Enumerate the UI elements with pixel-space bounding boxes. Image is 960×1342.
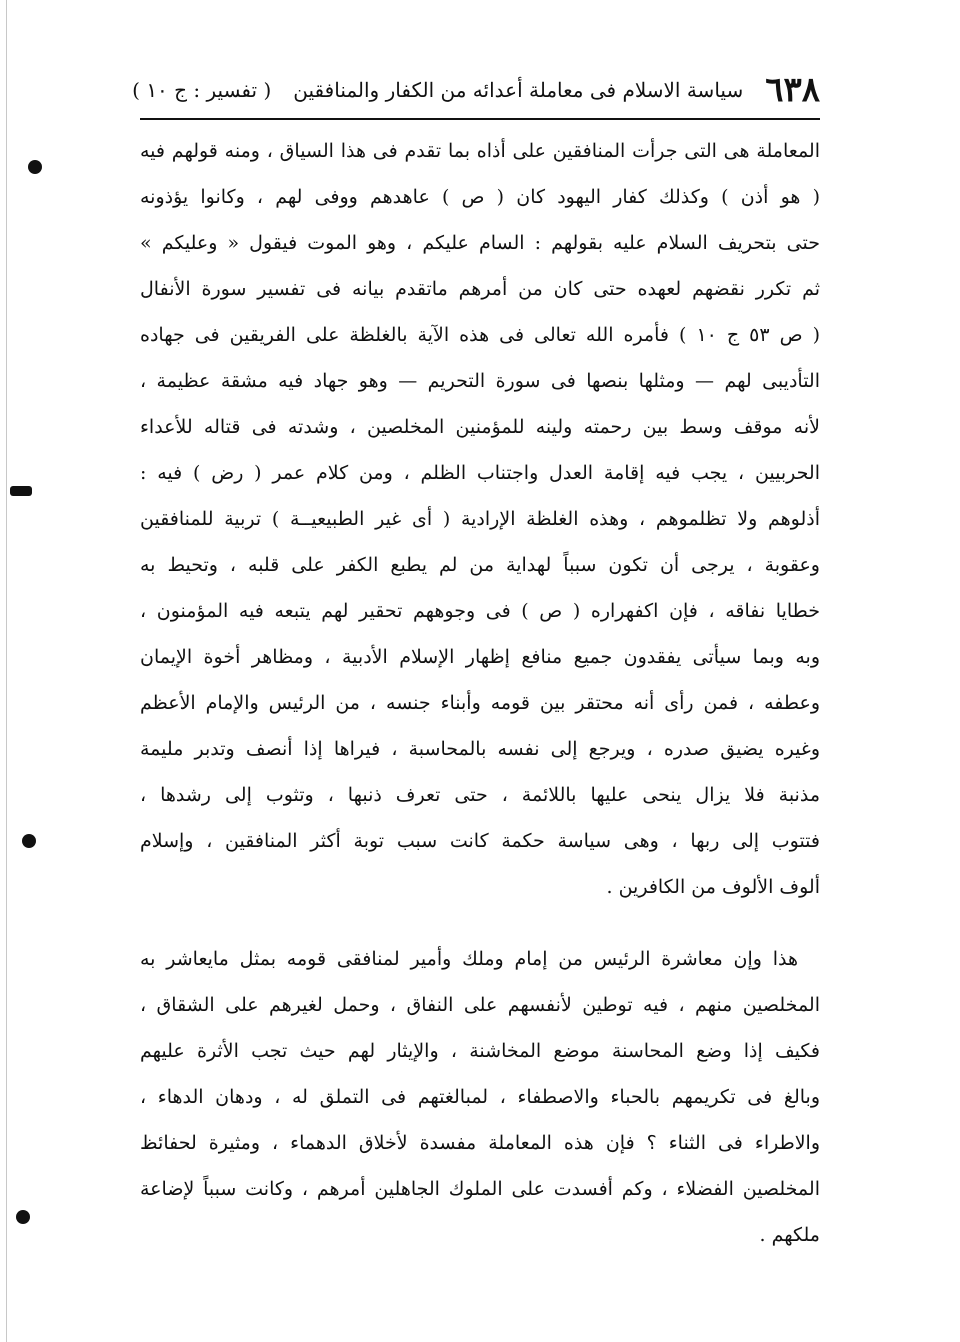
paragraph-2 [140, 936, 820, 1258]
text-line: وعقوبة ، يرجى أن تكون سبباً لهداية من لم يطبع الكفر على قلبه ، وتحيط به [140, 554, 820, 576]
text-line: فكيف إذا وضع المحاسنة موضع المخاشنة ، والإيثار لهم حيث تجب الأثرة عليهم [140, 1040, 820, 1062]
page-header [132, 66, 820, 114]
text-line: هذا وإن معاشرة الرئيس من إمام وملك وأمير لمنافقى قومه بمثل مايعاشر به [140, 948, 798, 970]
text-line: ( هو أذن ) وكذلك كفار اليهود كان ( ص ) عاهدهم ووفى لهم ، وكانوا يؤذونه [140, 186, 820, 208]
running-title: سياسة الاسلام فى معاملة أعدائه من الكفار والمنافقين [293, 78, 744, 102]
text-line: أذلوهم ولا تظلموهم ، وهذه الغلظة الإرادية ( أى غير الطبيعيــة ) تربية للمنافقين [140, 508, 820, 530]
header-rule [140, 118, 820, 120]
text-line: مذنبة فلا يزال ينحى عليها باللائمة ، حتى تعرف ذنبها ، وتثوب إلى رشدها ، [140, 784, 820, 806]
binder-hole-icon [16, 1210, 30, 1224]
body-text [140, 128, 820, 1258]
page-number: ٦٣٨ [765, 70, 820, 110]
scan-edge-line [6, 0, 7, 1342]
text-line: خطايا نفاقه ، فإن اكفهراره ( ص ) فى وجوههم تحقير لهم يتبعه فيه المؤمنون ، [140, 600, 820, 622]
volume-reference: ( تفسير : ج ١٠ ) [132, 78, 272, 102]
text-line: ( ص ٥٣ ج ١٠ ) فأمره الله تعالى فى هذه الآية بالغلظة على الفريقين فى جهاده [140, 324, 820, 346]
text-line: المعاملة هى التى جرأت المنافقين على أذاه بما تقدم فى هذا السياق ، ومنه قولهم فيه [140, 140, 820, 162]
text-line: وبالغ فى تكريمهم بالحباء والاصطفاء ، لمبالغتهم فى التملق له ، ودهان الدهاء ، [140, 1086, 820, 1108]
text-line: المخلصين الفضلاء ، وكم أفسدت على الملوك الجاهلين أمرهم ، وكانت سبباً لإضاعة [140, 1178, 820, 1200]
text-line: التأديبى لهم — ومثلها بنصها فى سورة التحريم — وهو جهاد فيه مشقة عظيمة ، [140, 370, 820, 392]
text-line: الحربيين ، يجب فيه إقامة العدل واجتناب الظلم ، ومن كلام عمر ( رض ) فيه : [140, 462, 820, 484]
text-line: المخلصين منهم ، فيه توطين لأنفسهم على النفاق ، وحمل لغيرهم على الشقاق ، [140, 994, 820, 1016]
text-line: لأنه موقف وسط بين رحمته ولينه للمؤمنين المخلصين ، وشدته فى قتاله للأعداء [140, 416, 820, 438]
text-line: فتتوب إلى ربها ، وهى سياسة حكمة كانت سبب توبة أكثر المنافقين ، وإسلام [140, 830, 820, 852]
text-line: وغيره يضيق صدره ، ويرجع إلى نفسه بالمحاسبة ، فيراها إذا أنصف وتدبر مليمة [140, 738, 820, 760]
text-line: وعطفه ، فمن رأى أنه محتقر بين قومه وأبناء جنسه ، من الرئيس والإمام الأعظم [140, 692, 820, 714]
text-line: والاطراء فى الثناء ؟ فإن هذه المعاملة مفسدة لأخلاق الدهماء ، ومثيرة لحفائظ [140, 1132, 820, 1154]
binder-tab-icon [10, 486, 32, 496]
text-line: حتى بتحريف السلام عليه بقولهم : السام عليكم ، وهو الموت فيقول « وعليكم » [140, 232, 820, 254]
text-line: وبه وبما سيأتى يفقدون جميع منافع إظهار الإسلام الأدبية ، ومظاهر أخوة الإيمان [140, 646, 820, 668]
binder-hole-icon [28, 160, 42, 174]
paragraph-1 [140, 128, 820, 910]
text-line: ألوف الألوف من الكافرين . [606, 876, 820, 898]
text-line: ملكهم . [759, 1224, 820, 1246]
text-line: ثم تكرر نقضهم لعهده حتى كان من أمرهم ماتقدم بيانه فى تفسير سورة الأنفال [140, 278, 820, 300]
paragraph-gap [140, 910, 820, 936]
binder-hole-icon [22, 834, 36, 848]
